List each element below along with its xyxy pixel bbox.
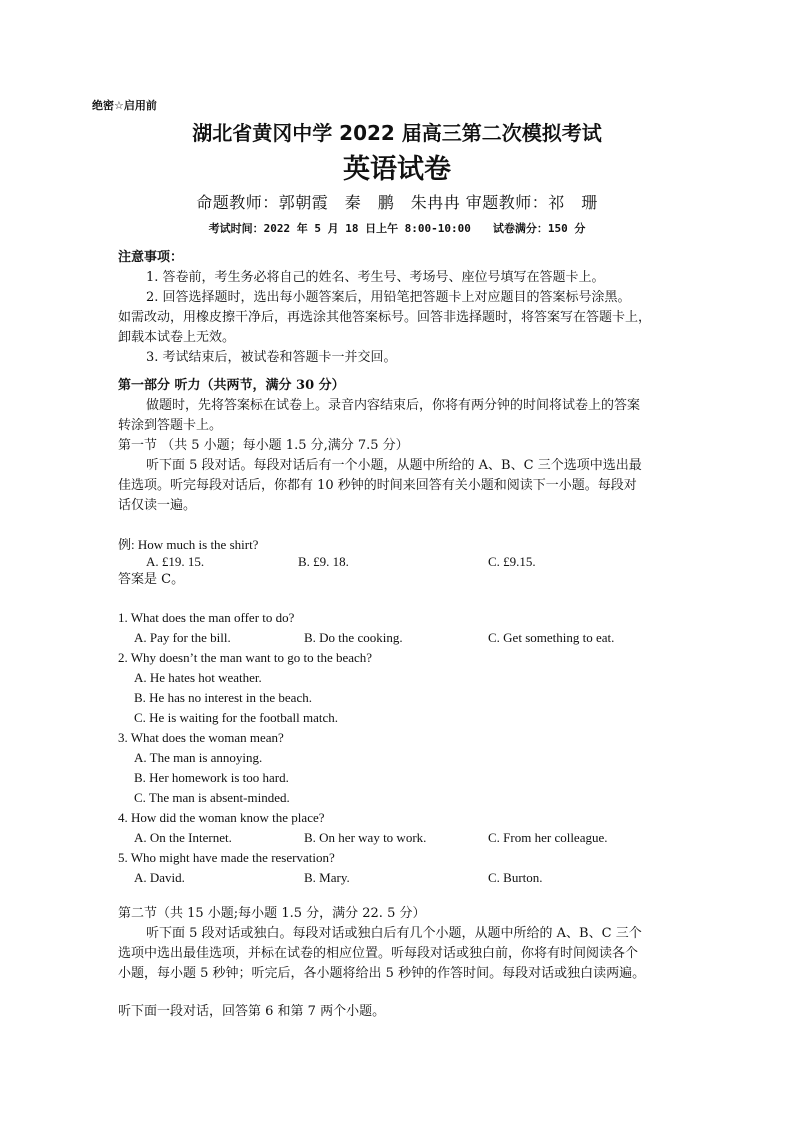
question-option: C. Get something to eat. (488, 630, 615, 645)
question-option: C. The man is absent-minded. (134, 790, 290, 805)
question-option: B. On her way to work. (304, 830, 427, 845)
question-option: B. Her homework is too hard. (134, 770, 289, 785)
section2-intro-line: 选项中选出最佳选项，并标在试卷的相应位置。听每段对话或独白前，你将有时间阅读各个 (118, 946, 639, 961)
question: 5. Who might have made the reservation? (118, 850, 335, 865)
question-option: A. Pay for the bill. (134, 630, 231, 645)
section2-heading: 第二节（共 15 小题;每小题 1.5 分，满分 22. 5 分） (118, 906, 426, 921)
question: 3. What does the woman mean? (118, 730, 284, 745)
section2-instruction: 听下面一段对话，回答第 6 和第 7 两个小题。 (118, 1004, 386, 1019)
section1-intro-line: 佳选项。听完每段对话后，你都有 10 秒钟的时间来回答有关小题和阅读下一小题。每段对 (118, 478, 637, 493)
question-option: A. The man is annoying. (134, 750, 263, 765)
question-option: B. Mary. (304, 870, 350, 885)
notice-item: 卸载本试卷上无效。 (118, 330, 236, 345)
example-question: 例: How much is the shirt? (118, 537, 259, 552)
exam-title: 湖北省黄冈中学 2022 届高三第二次模拟考试 (192, 121, 602, 145)
notice-heading: 注意事项： (118, 250, 184, 265)
question-option: A. David. (134, 870, 185, 885)
section2-intro-line: 听下面 5 段对话或独白。每段对话或独白后有几个小题，从题中所给的 A、B、C 三个 (146, 926, 642, 941)
example-option-c: C. £9.15. (488, 554, 536, 569)
section1-intro-line: 听下面 5 段对话。每段对话后有一个小题，从题中所给的 A、B、C 三个选项中选出最 (146, 458, 642, 473)
section1-heading: 第一节 （共 5 小题；每小题 1.5 分,满分 7.5 分） (118, 438, 409, 453)
question-option: A. He hates hot weather. (134, 670, 262, 685)
part1-intro-line: 做题时，先将答案标在试卷上。录音内容结束后，你将有两分钟的时间将试卷上的答案 (146, 398, 641, 413)
question: 4. How did the woman know the place? (118, 810, 325, 825)
question-option: C. He is waiting for the football match. (134, 710, 338, 725)
question-option: B. He has no interest in the beach. (134, 690, 312, 705)
exam-subtitle: 英语试卷 (343, 154, 451, 185)
notice-item: 3. 考试结束后，被试卷和答题卡一并交回。 (146, 350, 397, 365)
example-option-b: B. £9. 18. (298, 554, 349, 569)
question-option: A. On the Internet. (134, 830, 232, 845)
confidential-label: 绝密☆启用前 (92, 99, 157, 112)
question-option: B. Do the cooking. (304, 630, 403, 645)
example-option-a: A. £19. 15. (146, 554, 205, 569)
exam-authors: 命题教师：郭朝霞 秦 鹏 朱冉冉 审题教师：祁 珊 (196, 193, 598, 212)
question: 1. What does the man offer to do? (118, 610, 295, 625)
question-option: C. From her colleague. (488, 830, 608, 845)
example-answer: 答案是 C。 (118, 572, 185, 587)
part1-intro-line: 转涂到答题卡上。 (118, 418, 223, 433)
question-option: C. Burton. (488, 870, 543, 885)
notice-item: 1. 答卷前，考生务必将自己的姓名、考生号、考场号、座位号填写在答题卡上。 (146, 270, 605, 285)
notice-item: 如需改动，用橡皮擦干净后，再选涂其他答案标号。回答非选择题时，将答案写在答题卡上， (118, 310, 652, 325)
section1-intro-line: 话仅读一遍。 (118, 498, 197, 513)
notice-item: 2. 回答选择题时，选出每小题答案后，用铅笔把答题卡上对应题目的答案标号涂黑。 (146, 290, 631, 305)
exam-info: 考试时间：2022 年 5 月 18 日上午 8:00-10:00 试卷满分：150 分 (208, 222, 586, 235)
question: 2. Why doesn’t the man want to go to the beach? (118, 650, 373, 665)
section2-intro-line: 小题，每小题 5 秒钟；听完后，各小题将给出 5 秒钟的作答时间。每段对话或独白读两遍。 (118, 966, 646, 981)
part1-heading: 第一部分 听力（共两节，满分 30 分） (118, 378, 345, 393)
